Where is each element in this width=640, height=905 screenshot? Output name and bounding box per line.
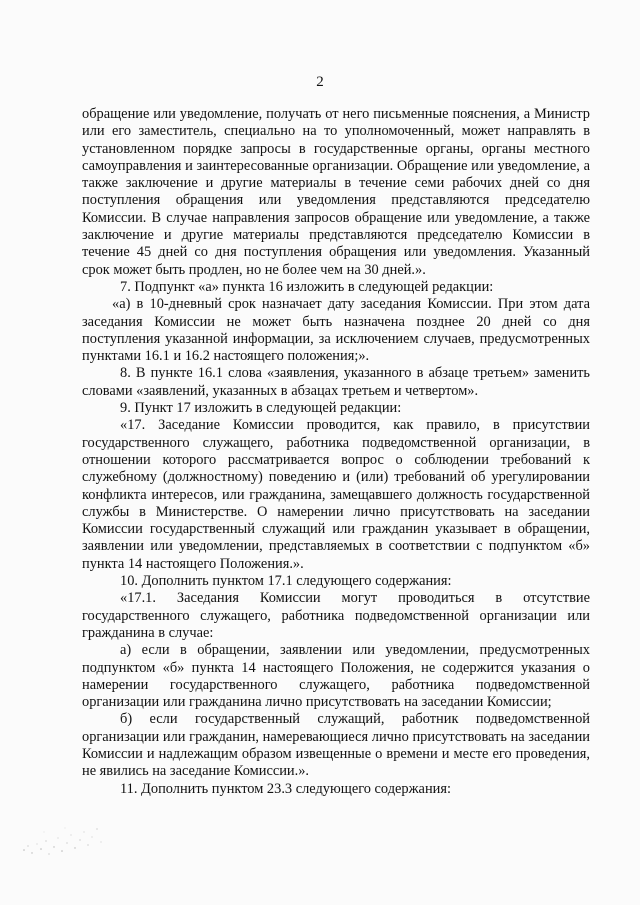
paragraph-item-8: 8. В пункте 16.1 слова «заявления, указанного в абзаце третьем» заменить словами «заявлений, указанных в абзацах третьем и четвертом». <box>82 365 590 399</box>
paragraph-subitem-a: а) если в обращении, заявлении или уведомлении, предусмотренных подпунктом «б» пункта 14 настоящего Положения, не содержится указания о намерении государственного служащего, работника подведомственной организации или гражданина лично присутствовать на заседании Комиссии; <box>82 642 590 711</box>
paragraph-continuation: обращение или уведомление, получать от него письменные пояснения, а Министр или его заместитель, специально на то уполномоченный, может направлять в установленном порядке запросы в государственные органы, органы местного самоуправления и заинтересованные организации. Обращение или уведомление, а также заключение и другие материалы в течение семи рабочих дней со дня поступления обращения или уведомления представляются председателю Комиссии. В случае направления запросов обращение или уведомление, а также заключение и другие материалы представляются председателю Комиссии в течение 45 дней со дня поступления обращения или уведомления. Указанный срок может быть продлен, но не более чем на 30 дней.». <box>82 106 590 278</box>
paragraph-item-11: 11. Дополнить пунктом 23.3 следующего содержания: <box>120 780 451 797</box>
paragraph-item-17-text: «17. Заседание Комиссии проводится, как правило, в присутствии государственного служащего, работника подведомственной организации, в отношении которого рассматривается вопрос о соблюдении требований к служебному (должностному) поведению и (или) требований об урегулировании конфликта интересов, или гражданина, замещавшего должность государственной службы в Министерстве. О намерении лично присутствовать на заседании Комиссии государственный служащий или гражданин указывает в обращении, заявлении или уведомлении, представляемых в соответствии с подпунктом «б» пункта 14 настоящего Положения.». <box>82 417 590 572</box>
paragraph-item-9: 9. Пункт 17 изложить в следующей редакции: <box>120 400 402 417</box>
page-number: 2 <box>316 74 324 90</box>
scan-noise-specks <box>18 820 108 860</box>
paragraph-subitem-a-text: «а) в 10-дневный срок назначает дату заседания Комиссии. При этом дата заседания Комиссии не может быть назначена позднее 20 дней со дня поступления указанной информации, за исключением случаев, предусмотренных пунктами 16.1 и 16.2 настоящего положения;». <box>82 296 590 365</box>
paragraph-subitem-b: б) если государственный служащий, работник подведомственной организации или гражданин, намеревающиеся лично присутствовать на заседании Комиссии и надлежащим образом извещенные о времени и месте его проведения, не явились на заседание Комиссии.». <box>82 711 590 780</box>
document-body <box>82 106 590 798</box>
paragraph-item-17-1-text: «17.1. Заседания Комиссии могут проводиться в отсутствие государственного служащего, работника подведомственной организации или гражданина в случае: <box>82 590 590 641</box>
paragraph-item-7: 7. Подпункт «а» пункта 16 изложить в следующей редакции: <box>120 278 494 295</box>
paragraph-item-10: 10. Дополнить пунктом 17.1 следующего содержания: <box>120 573 452 590</box>
